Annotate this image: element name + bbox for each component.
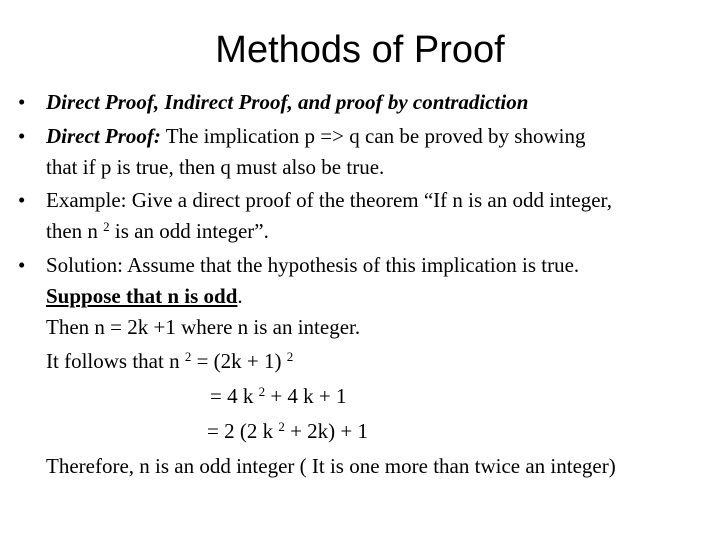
slide-title: Methods of Proof xyxy=(215,29,505,71)
bullet-4-line-2-text xyxy=(46,284,243,309)
bullet-4-line-7-text: Therefore, n is an odd integer ( It is one more than twice an integer) xyxy=(46,454,616,478)
text-segment: + 2k) + 1 xyxy=(284,419,369,443)
bullet-4-line-3-text: Then n = 2k +1 where n is an integer. xyxy=(46,315,361,339)
bullet-4-line-1: Solution: Assume that the hypothesis of this implication is true. xyxy=(46,253,580,277)
text-segment: . xyxy=(237,284,243,308)
bullet-4-line-4-text xyxy=(46,349,293,374)
bullet-marker: • xyxy=(18,188,26,212)
text-segment: It follows that n xyxy=(46,349,185,373)
bullet-2-text: The implication p => q can be proved by showing xyxy=(160,124,586,148)
bullet-marker: • xyxy=(18,124,26,148)
superscript: 2 xyxy=(184,349,192,364)
bullet-4-line-5 xyxy=(210,384,347,409)
bullet-2-line-2-text: that if p is true, then q must also be true. xyxy=(46,155,385,179)
superscript: 2 xyxy=(258,384,266,399)
superscript: 2 xyxy=(286,349,294,364)
text-segment: = (2k + 1) xyxy=(191,349,287,373)
bullet-3-line-2-text xyxy=(46,219,269,244)
text-segment: is an odd integer”. xyxy=(109,219,269,243)
emphasis-suppose: Suppose that n is odd xyxy=(46,284,238,308)
superscript: 2 xyxy=(278,419,285,434)
bullet-marker: • xyxy=(18,253,26,277)
text-segment: + 4 k + 1 xyxy=(265,384,347,408)
bullet-marker: • xyxy=(18,90,26,114)
text-segment: then n xyxy=(46,219,104,243)
bullet-1-text: Direct Proof, Indirect Proof, and proof by contradiction xyxy=(46,90,529,114)
bullet-3-line-1: Example: Give a direct proof of the theorem “If n is an odd integer, xyxy=(46,188,612,212)
bullet-4-line-6 xyxy=(207,419,368,444)
bullet-2-line-1 xyxy=(46,124,585,149)
bullet-2-label: Direct Proof: xyxy=(46,124,161,148)
superscript: 2 xyxy=(103,219,110,234)
text-segment: = 4 k xyxy=(210,384,259,408)
text-segment: = 2 (2 k xyxy=(207,419,279,443)
